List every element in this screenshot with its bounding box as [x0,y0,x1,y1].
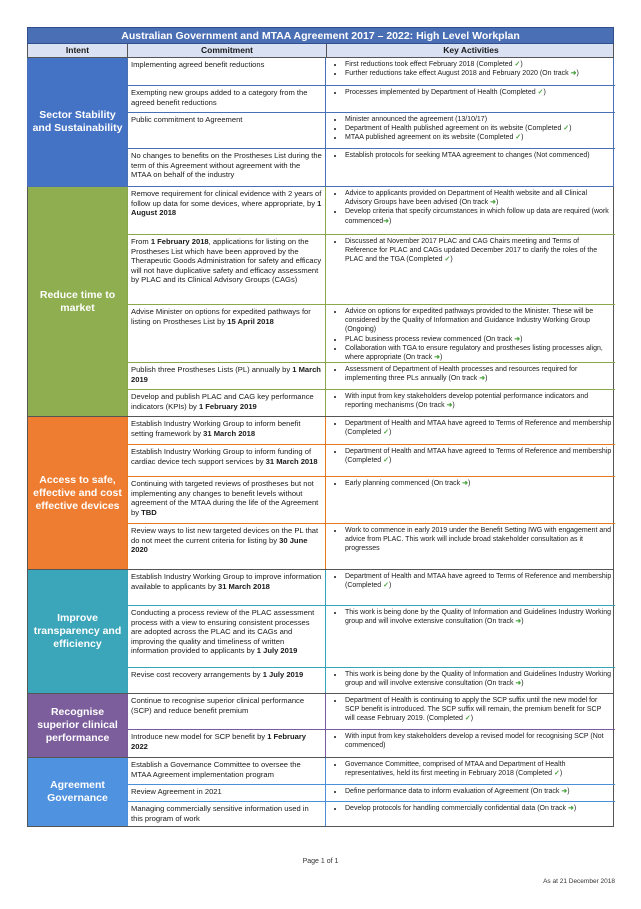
activity-text-end: ) [521,134,524,142]
section-3 [27,417,614,570]
commitment-cell [127,305,326,362]
commitment-text: Exempting new groups added to a category from the agreed benefit reductions [131,88,308,107]
check-icon: ✓ [444,256,451,264]
commitment-text: Introduce new model for SCP benefit by [131,732,268,741]
activity-text: First reductions took effect February 2018 (Completed [345,61,515,68]
commitment-text: Remove requirement for clinical evidence with 2 years of follow up data for some devices, where appropriate, by [131,189,322,208]
table-row [127,444,615,476]
activity-item [344,732,612,750]
commitment-cell [127,149,326,186]
header-row [27,44,614,58]
table-row [127,362,615,389]
check-icon: ✓ [514,61,521,68]
activity-text: Advice on options for expedited pathways provided to the Minister. These will be considered by the Quality of Information and Guidance Industry Working Group (Ongoing) [345,308,594,334]
activity-item [344,88,612,97]
activity-item [344,804,612,813]
commitment-date: 1 July 2019 [262,670,304,679]
table-row [127,58,615,85]
activity-text: Further reductions take effect August 2018 and February 2020 (On track [345,70,571,78]
on-track-arrow-icon: ➜ [462,480,468,487]
activity-text-end: ) [389,457,392,465]
activities-list [326,668,615,693]
activity-text: Department of Health is continuing to apply the SCP suffix until the new model for SCP benefit is introduced. The SCP suffix will remain, the premium benefit for SCP will cease February 2019. (Completed [345,697,602,723]
commitment-cell [127,668,326,693]
commitment-text: Establish Industry Working Group to inform funding of cardiac device tech support services by [131,447,312,466]
activity-item [344,69,612,78]
table-row [127,784,615,801]
activity-text: Minister announced the agreement (13/10/17) [345,116,488,123]
workplan-table [27,27,614,827]
commitment-date: 31 March 2018 [203,428,256,438]
table-row [127,187,615,234]
activity-text: With input from key stakeholders develop potential performance indicators and reporting mechanisms (On track [345,393,589,410]
check-icon: ✓ [553,770,560,778]
activity-text-end: ) [389,217,392,225]
activity-text-end: ) [569,125,572,133]
on-track-arrow-icon: ➜ [479,375,486,383]
commitment-text: Develop and publish PLAC and CAG key performance indicators (KPIs) by [131,392,314,411]
table-row [127,85,615,112]
activity-text: This work is being done by the Quality of Information and Guidelines Industry Working group and will involve extensive consultation (On track [345,609,612,626]
activity-text: Department of Health and MTAA have agreed to Terms of Reference and membership (Completed [345,448,612,465]
activity-item [344,787,612,796]
on-track-arrow-icon: ➜ [561,788,568,795]
commitment-cell [127,390,326,416]
section-5 [27,694,614,758]
activity-text-end: ) [452,402,455,410]
activities-list [326,570,615,605]
activity-text-end: ) [576,70,579,78]
activity-item [344,392,612,410]
activities-list [326,235,615,304]
commitment-text: Publish three Prostheses Lists (PL) annually by [131,365,293,374]
activity-text-end: ) [389,429,392,437]
activity-item [344,151,612,160]
activity-item [344,608,612,626]
activities-list [326,149,615,186]
table-row [127,605,615,667]
commitment-cell [127,730,326,757]
page-number: Page 1 of 1 [302,858,339,865]
activity-text-end: ) [567,788,570,795]
on-track-arrow-icon: ➜ [514,335,521,343]
intent-label: Access to safe, effective and cost effective devices [28,417,127,569]
activity-text-end: ) [520,61,523,68]
activity-text-end: ) [467,480,471,487]
intent-label: Agreement Governance [28,758,127,826]
activity-text: Advice to applicants provided on Department of Health website and all Clinical Advisory Groups have been advised (On track [345,190,588,207]
commitment-cell [127,445,326,476]
check-icon: ✓ [383,582,390,590]
commitment-cell [127,694,326,729]
activity-item [344,572,612,590]
header-activities: Key Activities [326,44,615,57]
table-row [127,758,615,784]
table-row [127,112,615,148]
activity-text-end: ) [496,199,499,207]
activity-text: Governance Committee, comprised of MTAA and Department of Health representatives, held its first meeting in February 2018 (Completed [345,761,566,778]
commitment-date: 1 July 2019 [256,646,298,656]
activity-text-end: ) [470,715,474,723]
section-2 [27,187,614,417]
commitment-date: 31 March 2018 [265,456,318,466]
commitment-date: 15 April 2018 [227,316,274,326]
section-1 [27,58,614,187]
activities-list [326,363,615,389]
activity-item [344,479,612,488]
activity-text-end: ) [559,770,563,778]
commitment-text: Implementing agreed benefit reductions [131,60,265,69]
activity-item [344,526,612,554]
activities-list [326,113,615,148]
commitment-date: 31 March 2018 [217,581,270,591]
commitment-date: 30 June 2020 [131,535,308,555]
commitment-date: 1 August 2018 [131,198,322,218]
check-icon: ✓ [383,429,390,437]
activity-item [344,307,612,335]
activity-item [344,237,612,265]
check-icon: ✓ [563,125,570,133]
activity-text-end: ) [485,375,488,383]
intent-label: Sector Stability and Sustainability [28,58,127,186]
activities-list [326,606,615,667]
commitment-text: Managing commercially sensitive information used in this program of work [131,804,309,823]
commitment-cell [127,758,326,784]
commitment-cell [127,785,326,801]
activities-list [326,524,615,569]
activity-text-end: ) [573,805,577,812]
header-intent: Intent [65,45,90,55]
commitment-date: 1 February 2019 [198,401,257,411]
activity-item [344,335,612,344]
activities-list [326,758,615,784]
table-row [127,417,615,444]
activity-item [344,670,612,688]
activities-list [326,417,615,444]
section-4 [27,570,614,694]
activity-text: Work to commence in early 2019 under the Benefit Setting IWG with engagement and advice from PLAC. This work will include broad stakeholder consultation as it progresses [345,527,612,553]
commitment-cell [127,58,326,85]
commitment-cell [127,570,326,605]
table-row [127,476,615,523]
on-track-arrow-icon: ➜ [383,217,390,225]
commitment-text: Establish a Governance Committee to oversee the MTAA Agreement implementation program [131,760,301,779]
intent-label: Reduce time to market [28,187,127,416]
commitment-cell [127,524,326,569]
table-row [127,148,615,186]
activity-item [344,124,612,133]
on-track-arrow-icon: ➜ [567,805,574,812]
activity-item [344,760,612,778]
check-icon: ✓ [537,89,544,96]
commitment-date: 1 March 2019 [131,365,321,384]
activity-text-end: ) [389,582,392,590]
activity-item [344,207,612,225]
activity-text: Define performance data to inform evaluation of Agreement (On track [345,788,562,795]
activity-item [344,189,612,207]
commitment-date: 1 February 2022 [131,732,307,751]
activity-text: Establish protocols for seeking MTAA agreement to changes (Not commenced) [345,152,590,159]
activities-list [326,305,615,362]
activities-list [326,58,615,85]
activities-list [326,730,615,757]
activity-text: Processes implemented by Department of Health (Completed [345,89,538,96]
on-track-arrow-icon: ➜ [434,354,440,362]
commitment-text: Continuing with targeted reviews of prostheses but not implementing any changes to benefit levels without agreement of the MTAA during the life of the Agreement by [131,479,319,517]
table-row [127,694,615,729]
activities-list [326,390,615,416]
activities-list [326,694,615,729]
intent-label: Improve transparency and efficiency [28,570,127,693]
commitment-text: From [131,237,151,246]
activity-item [344,115,612,124]
on-track-arrow-icon: ➜ [490,199,497,207]
activity-text-end: ) [521,618,524,626]
header-commitment: Commitment [127,44,326,57]
table-row [127,667,615,693]
activity-item [344,344,612,362]
commitment-cell [127,235,326,304]
activity-text: With input from key stakeholders develop a revised model for recognising SCP (Not commenced) [345,733,604,750]
intent-label: Recognise superior clinical performance [28,694,127,757]
activity-text: Department of Health and MTAA have agreed to Terms of Reference and membership (Completed [345,573,612,590]
commitment-text: Public commitment to Agreement [131,115,243,124]
table-row [127,523,615,569]
section-6 [27,758,614,827]
activity-text-end: ) [521,680,524,688]
commitment-cell [127,187,326,234]
document-title: Australian Government and MTAA Agreement 2017 – 2022: High Level Workplan [27,27,614,44]
activity-text-end: ) [450,256,453,264]
commitment-cell [127,802,326,826]
commitment-cell [127,606,326,667]
activities-list [326,477,615,523]
table-row [127,234,615,304]
check-icon: ✓ [383,457,390,465]
as-at-date: As at 21 December 2018 [543,878,615,885]
table-row [127,729,615,757]
activity-text: Discussed at November 2017 PLAC and CAG Chairs meeting and Terms of Reference for PLAC and CAGs updated December 2017 to clarify the roles of the PLAC and the TGA (Completed [345,238,598,264]
activity-item [344,60,612,69]
commitment-text: Establish Industry Working Group to inform benefit setting framework by [131,419,301,438]
activity-item [344,365,612,383]
activity-text: Early planning commenced (On track [345,480,463,487]
commitment-text: Review Agreement in 2021 [131,787,222,796]
commitment-cell [127,86,326,112]
activities-list [326,802,615,826]
commitment-text: , applications for listing on the Prostheses List which have been approved by the Therapeutic Goods Administration for safety and efficacy will not have duplicative safety and efficacy assessment by PLAC and its Clinical Advisory Groups (CAGs) [131,237,322,285]
commitment-text: Review ways to list new targeted devices on the PL that do not meet the current criteria for listing by [131,526,319,545]
activity-item [344,696,612,724]
table-row [127,570,615,605]
activity-text-end: ) [543,89,546,96]
activity-text: Department of Health and MTAA have agreed to Terms of Reference and membership (Completed [345,420,612,437]
commitment-date: TBD [141,507,157,517]
table-row [127,801,615,826]
commitment-text: Revise cost recovery arrangements by [131,670,263,679]
activity-item [344,419,612,437]
on-track-arrow-icon: ➜ [446,402,453,410]
table-row [127,304,615,362]
activities-list [326,445,615,476]
commitment-cell [127,477,326,523]
activity-item [344,133,612,142]
on-track-arrow-icon: ➜ [515,680,522,688]
commitment-text: Establish Industry Working Group to improve information available to applicants by [131,572,322,591]
activity-text: PLAC business process review commenced (On track [345,335,515,343]
on-track-arrow-icon: ➜ [515,618,522,626]
activity-text-end: ) [520,335,523,343]
activity-text: MTAA published agreement on its website (Completed [345,134,516,142]
on-track-arrow-icon: ➜ [570,70,577,78]
commitment-date: 1 February 2018 [150,237,209,246]
activity-text: Develop protocols for handling commercially confidential data (On track [345,805,568,812]
activities-list [326,86,615,112]
commitment-cell [127,417,326,444]
commitment-text: Continue to recognise superior clinical performance (SCP) and reduce benefit premium [131,696,305,715]
activity-text: Develop criteria that specify circumstances in which follow up data are required (work commenced [345,208,609,225]
activity-text: This work is being done by the Quality of Information and Guidelines Industry Working group and will involve extensive consultation (On track [345,671,612,688]
activity-text: Assessment of Department of Health processes and resources required for implementing three PLs annually (On track [345,366,578,383]
activity-text: Department of Health published agreement on its website (Completed [345,125,564,133]
table-row [127,389,615,416]
activities-list [326,187,615,234]
commitment-text: Advise Minister on options for expedited pathways for listing on Prostheses List by [131,307,311,326]
commitment-text: Conducting a process review of the PLAC assessment process with a view to ensuring consistent processes are adopted across the PLAC and its CAGs and improving the quality and timeliness of written information provided to applicants by [131,608,315,656]
commitment-cell [127,113,326,148]
check-icon: ✓ [515,134,522,142]
check-icon: ✓ [464,715,471,723]
activity-item [344,447,612,465]
activity-text-end: ) [439,354,443,362]
commitment-text: No changes to benefits on the Prostheses List during the term of this Agreement without agreement with the MTAA on behalf of the industry [131,151,322,180]
activity-text: Collaboration with TGA to ensure regulatory and prostheses listing processes align, where appropriate (On track [345,344,603,362]
activities-list [326,785,615,801]
commitment-cell [127,363,326,389]
